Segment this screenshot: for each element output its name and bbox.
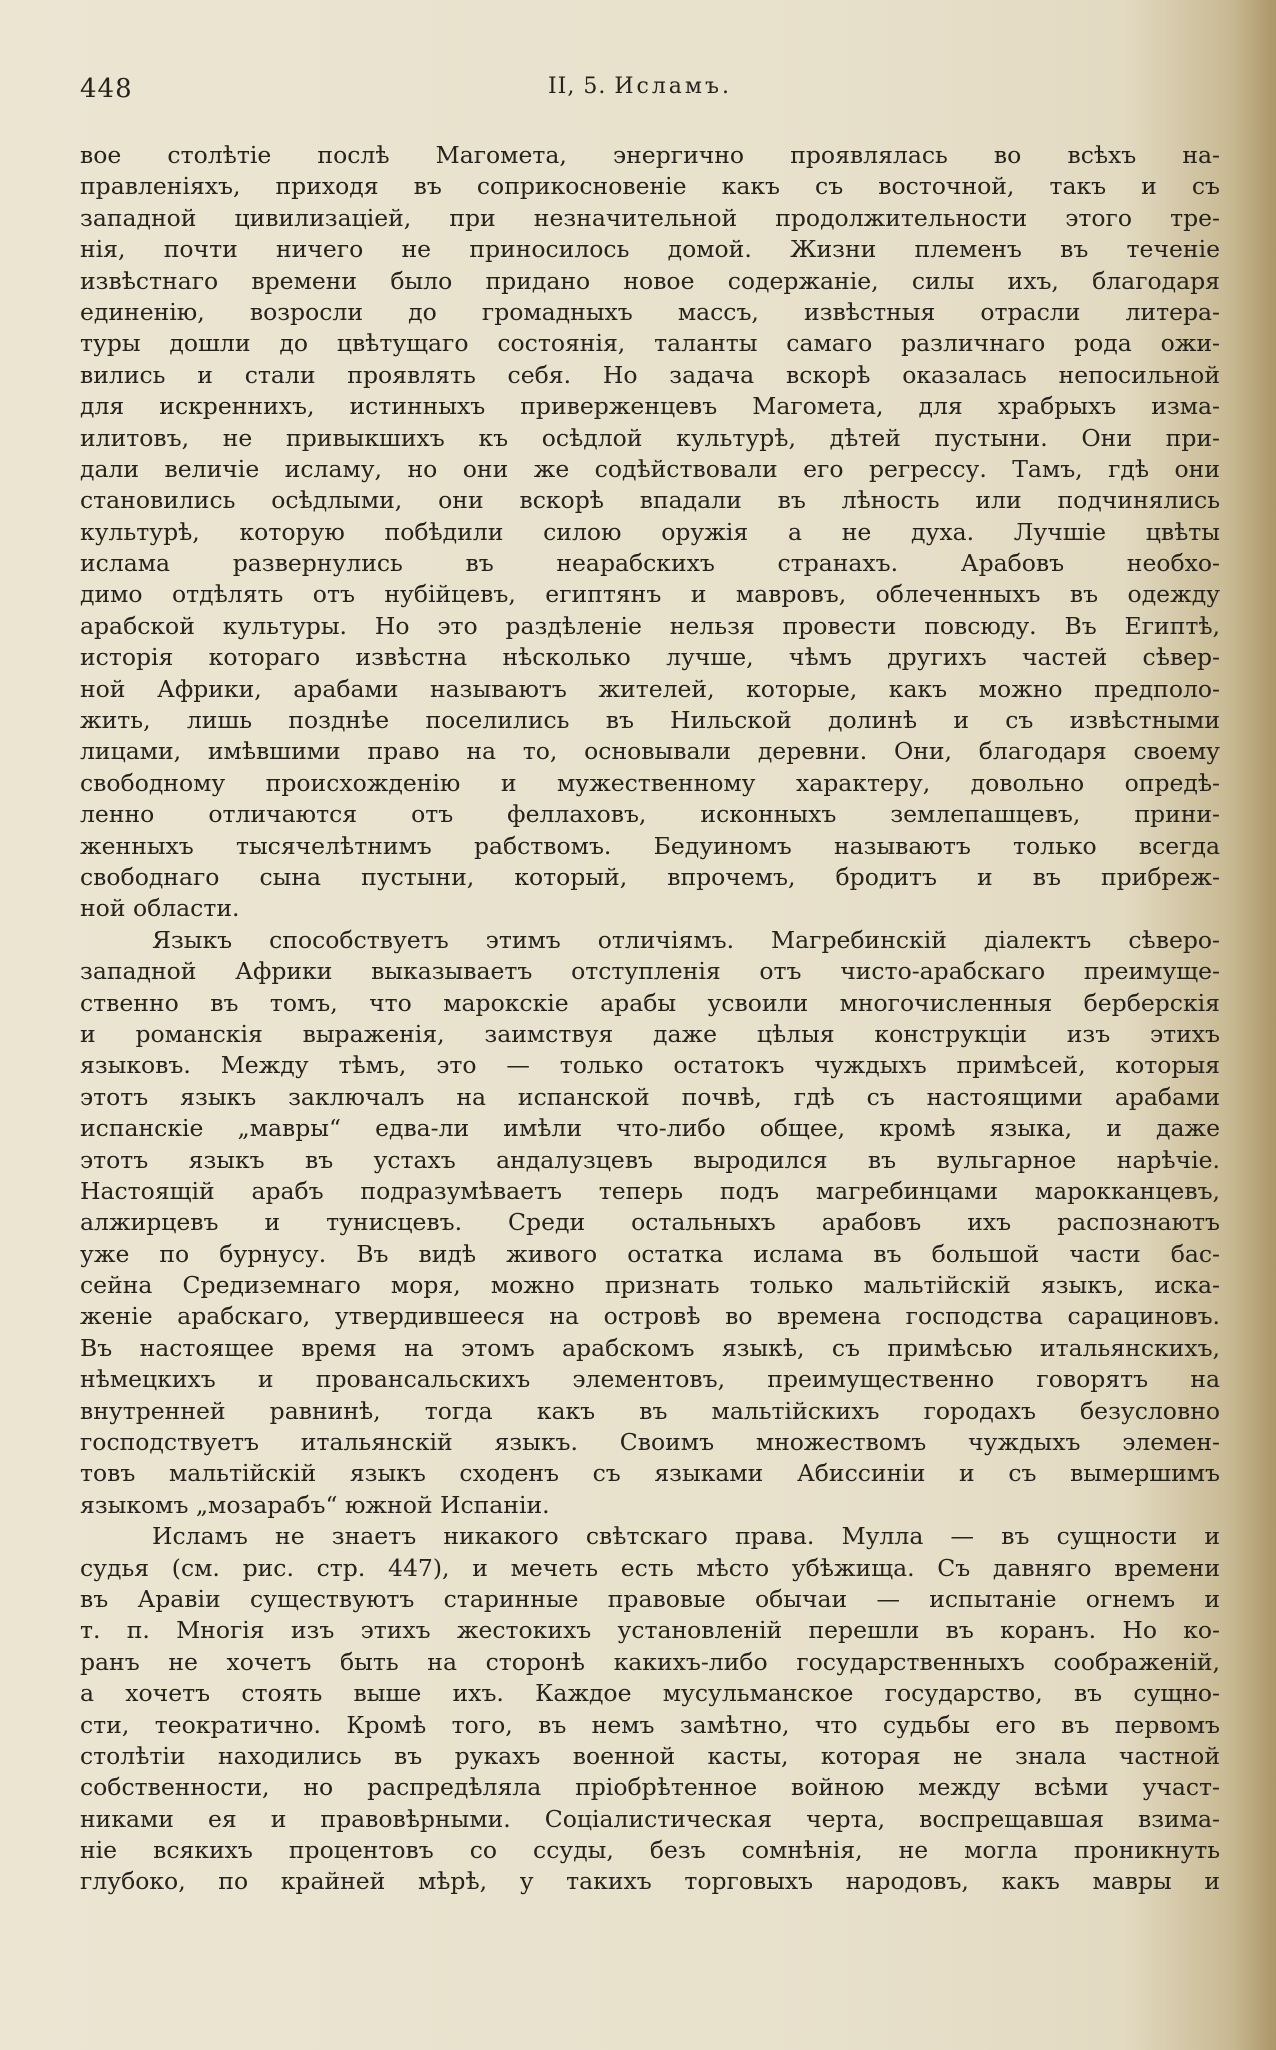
text-line: ной Африки, арабами называютъ жителей, которые, какъ можно предполо- <box>80 674 1220 703</box>
text-line: вое столѣтіе послѣ Магомета, энергично проявлялась во всѣхъ на- <box>80 141 1220 169</box>
page-edge-shadow <box>1236 0 1276 2050</box>
text-line: уже по бурнусу. Въ видѣ живого остатка ислама въ большой части бас- <box>80 1239 1220 1268</box>
text-line: въ Аравіи существуютъ старинные правовые обычаи — испытаніе огнемъ и <box>80 1584 1220 1613</box>
text-line: единенію, возросли до громадныхъ массъ, извѣстныя отрасли литера- <box>80 297 1220 326</box>
text-line: Настоящій арабъ подразумѣваетъ теперь подъ магребинцами марокканцевъ, <box>80 1176 1220 1205</box>
text-line: свободному происхожденію и мужественному характеру, довольно опредѣ- <box>80 768 1220 797</box>
paragraph-start-line: Исламъ не знаетъ никакого свѣтскаго права. Мулла — въ сущности и <box>152 1522 1220 1551</box>
page-header <box>80 74 1200 114</box>
text-line: испанскіе „мавры“ едва-ли имѣли что-либо общее, кромѣ языка, и даже <box>80 1114 1220 1143</box>
text-line: западной Африки выказываетъ отступленія отъ чисто-арабскаго преимуще- <box>80 957 1220 986</box>
running-title-section: II, 5. <box>547 74 615 99</box>
text-line: нѣмецкихъ и провансальскихъ элементовъ, преимущественно говорятъ на <box>80 1365 1220 1394</box>
paragraph-end-line: ной области. <box>80 894 240 923</box>
text-line: для искреннихъ, истинныхъ приверженцевъ Магомета, для храбрыхъ изма- <box>80 392 1220 421</box>
text-line: исторія котораго извѣстна нѣсколько лучше, чѣмъ другихъ частей сѣвер- <box>80 643 1220 672</box>
text-line: а хочетъ стоять выше ихъ. Каждое мусульманское государство, въ сущно- <box>80 1679 1220 1708</box>
text-line: собственности, но распредѣляла пріобрѣтенное войною между всѣми участ- <box>80 1773 1220 1802</box>
text-line: становились осѣдлыми, они вскорѣ впадали въ лѣность или подчинялись <box>80 486 1220 515</box>
text-line: илитовъ, не привыкшихъ къ осѣдлой культурѣ, дѣтей пустыни. Они при- <box>80 423 1220 452</box>
text-line: языковъ. Между тѣмъ, это — только остатокъ чуждыхъ примѣсей, которыя <box>80 1051 1220 1080</box>
text-line: культурѣ, которую побѣдили силою оружія а не духа. Лучшіе цвѣты <box>80 517 1220 546</box>
text-line: вились и стали проявлять себя. Но задача вскорѣ оказалась непосильной <box>80 360 1220 389</box>
text-line: женіе арабскаго, утвердившееся на островѣ во времена господства сарациновъ. <box>80 1302 1220 1331</box>
page-number: 448 <box>80 74 133 104</box>
text-line: господствуетъ итальянскій языкъ. Своимъ множествомъ чуждыхъ элемен- <box>80 1428 1220 1457</box>
text-line: жить, лишь позднѣе поселились въ Нильской долинѣ и съ извѣстными <box>80 706 1220 735</box>
text-line: никами ея и правовѣрными. Соціалистическая черта, воспрещавшая взима- <box>80 1804 1220 1833</box>
text-line: т. п. Многія изъ этихъ жестокихъ установленій перешли въ коранъ. Но ко- <box>80 1616 1220 1645</box>
text-line: извѣстнаго времени было придано новое содержаніе, силы ихъ, благодаря <box>80 266 1220 295</box>
text-line: товъ мальтійскій языкъ сходенъ съ языками Абиссиніи и съ вымершимъ <box>80 1459 1220 1488</box>
text-line: сейна Средиземнаго моря, можно признать только мальтійскій языкъ, иска- <box>80 1271 1220 1300</box>
text-line: этотъ языкъ въ устахъ андалузцевъ выродился въ вульгарное нарѣчіе. <box>80 1145 1220 1174</box>
text-line: этотъ языкъ заключалъ на испанской почвѣ, гдѣ съ настоящими арабами <box>80 1082 1220 1111</box>
paragraph-end-line: языкомъ „мозарабъ“ южной Испаніи. <box>80 1490 550 1519</box>
paragraph-start-line: Языкъ способствуетъ этимъ отличіямъ. Магребинскій діалектъ сѣверо- <box>152 925 1220 954</box>
text-line: лицами, имѣвшими право на то, основывали деревни. Они, благодаря своему <box>80 737 1220 766</box>
text-line: правленіяхъ, приходя въ соприкосновеніе какъ съ восточной, такъ и съ <box>80 172 1220 201</box>
text-line: западной цивилизаціей, при незначительной продолжительности этого тре- <box>80 203 1220 232</box>
text-line: столѣтіи находились въ рукахъ военной касты, которая не знала частной <box>80 1741 1220 1770</box>
text-line: туры дошли до цвѣтущаго состоянія, таланты самаго различнаго рода ожи- <box>80 329 1220 358</box>
text-line: Въ настоящее время на этомъ арабскомъ языкѣ, съ примѣсью итальянскихъ, <box>80 1333 1220 1362</box>
text-line: ніе всякихъ процентовъ со ссуды, безъ сомнѣнія, не могла проникнуть <box>80 1836 1220 1865</box>
text-line: дали величіе исламу, но они же содѣйствовали его регрессу. Тамъ, гдѣ они <box>80 454 1220 483</box>
text-line: ленно отличаются отъ феллаховъ, исконныхъ землепашцевъ, прини- <box>80 800 1220 829</box>
text-line: и романскія выраженія, заимствуя даже цѣлыя конструкціи изъ этихъ <box>80 1019 1220 1048</box>
text-line: арабской культуры. Но это раздѣленіе нельзя провести повсюду. Въ Египтѣ, <box>80 611 1220 640</box>
text-line: ранъ не хочетъ быть на сторонѣ какихъ-либо государственныхъ соображеній, <box>80 1647 1220 1676</box>
text-line: нія, почти ничего не приносилось домой. Жизни племенъ въ теченіе <box>80 235 1220 264</box>
text-line: сти, теократично. Кромѣ того, въ немъ замѣтно, что судьбы его въ первомъ <box>80 1710 1220 1739</box>
text-line: судья (см. рис. стр. 447), и мечеть есть мѣсто убѣжища. Съ давняго времени <box>80 1553 1220 1582</box>
running-title <box>80 74 1200 99</box>
running-title-word: Исламъ. <box>614 74 733 99</box>
text-line: женныхъ тысячелѣтнимъ рабствомъ. Бедуиномъ называютъ только всегда <box>80 831 1220 860</box>
body-text <box>80 140 1220 1898</box>
text-line: внутренней равнинѣ, тогда какъ въ мальтійскихъ городахъ безусловно <box>80 1396 1220 1425</box>
text-line: ственно въ томъ, что марокскіе арабы усвоили многочисленныя берберскія <box>80 988 1220 1017</box>
text-line: димо отдѣлять отъ нубійцевъ, египтянъ и мавровъ, облеченныхъ въ одежду <box>80 580 1220 609</box>
text-line: ислама развернулись въ неарабскихъ странахъ. Арабовъ необхо- <box>80 549 1220 578</box>
text-line: алжирцевъ и тунисцевъ. Среди остальныхъ арабовъ ихъ распознаютъ <box>80 1208 1220 1237</box>
text-line: глубоко, по крайней мѣрѣ, у такихъ торговыхъ народовъ, какъ мавры и <box>80 1867 1220 1896</box>
text-line: свободнаго сына пустыни, который, впрочемъ, бродитъ и въ прибреж- <box>80 862 1220 891</box>
